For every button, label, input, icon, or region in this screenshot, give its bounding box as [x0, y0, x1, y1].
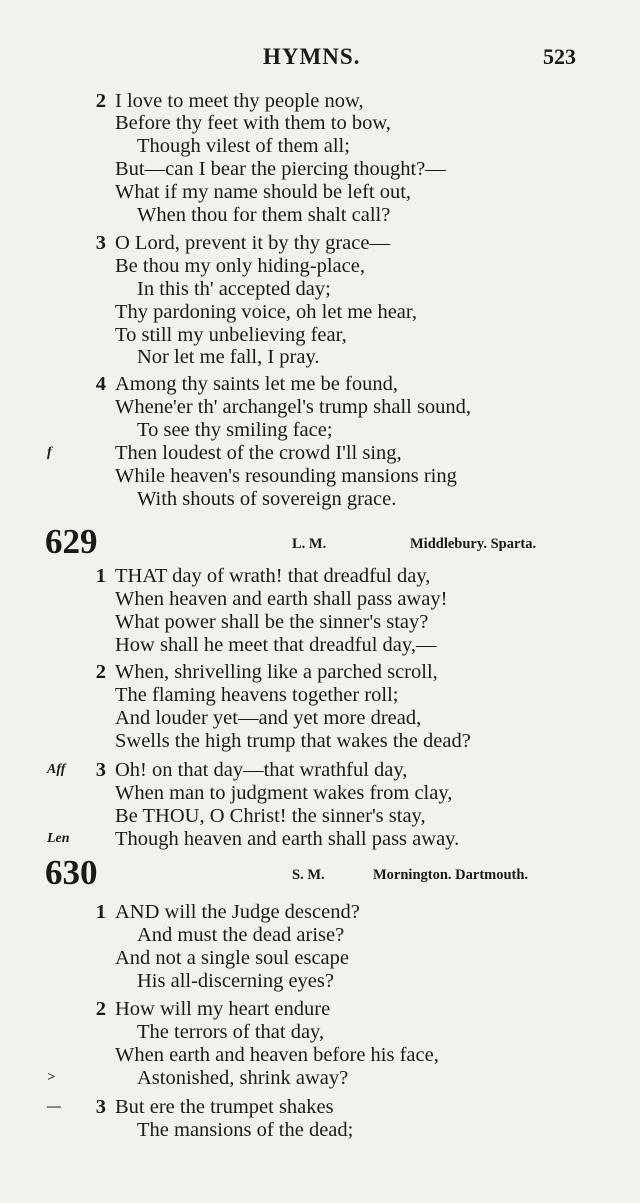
verse-text: But—can I bear the piercing thought?— [115, 158, 446, 180]
hymn-meter: L. M. [292, 536, 327, 552]
verse-line [0, 826, 640, 852]
hymn-tunes: Mornington. Dartmouth. [373, 867, 529, 883]
stanza-number: 3 [95, 232, 106, 254]
verse-text: But ere the trumpet shakes [115, 1096, 334, 1118]
stanza-number: 1 [95, 901, 106, 923]
hymn-meter: S. M. [292, 867, 325, 883]
verse-text: Oh! on that day—that wrathful day, [115, 759, 408, 781]
verse-text: The mansions of the dead; [137, 1119, 354, 1141]
running-title: HYMNS. [263, 44, 361, 69]
stanza-number: 4 [95, 373, 106, 395]
stanza-number: 3 [95, 1096, 106, 1118]
verse-text: Whene'er th' archangel's trump shall sound, [115, 396, 472, 418]
verse-text: When earth and heaven before his face, [115, 1044, 439, 1066]
verse-text: His all-discerning eyes? [137, 970, 334, 992]
hymn-630-heading [0, 853, 640, 893]
dynamics-mark: Aff [47, 762, 66, 777]
verse-text: When heaven and earth shall pass away! [115, 588, 448, 610]
verse-text: THAT day of wrath! that dreadful day, [115, 565, 431, 587]
verse-text: Nor let me fall, I pray. [137, 346, 320, 368]
verse-text: How shall he meet that dreadful day,— [115, 634, 437, 656]
verse-text: While heaven's resounding mansions ring [115, 465, 457, 487]
verse-text: Thy pardoning voice, oh let me hear, [115, 301, 418, 323]
verse-text: And must the dead arise? [137, 924, 345, 946]
verse-text: Among thy saints let me be found, [115, 373, 398, 395]
verse-text: The terrors of that day, [137, 1021, 325, 1043]
verse-line [0, 728, 640, 754]
hymn-number: 629 [45, 522, 98, 561]
verse-text: Though vilest of them all; [137, 135, 350, 157]
page-header [0, 44, 640, 74]
verse-text: The flaming heavens together roll; [115, 684, 399, 706]
verse-text: When, shrivelling like a parched scroll, [115, 661, 438, 683]
verse-line [0, 968, 640, 994]
hymn-629-heading [0, 522, 640, 562]
dynamics-mark: Len [47, 831, 70, 846]
verse-text: Be THOU, O Christ! the sinner's stay, [115, 805, 426, 827]
verse-text: When thou for them shalt call? [137, 204, 391, 226]
stanza-number: 2 [95, 998, 106, 1020]
dynamics-mark: > [47, 1070, 55, 1085]
verse-text: Then loudest of the crowd I'll sing, [115, 442, 402, 464]
verse-text: When man to judgment wakes from clay, [115, 782, 453, 804]
verse-text: What if my name should be left out, [115, 181, 412, 203]
page-number: 523 [543, 44, 576, 69]
verse-text: Astonished, shrink away? [137, 1067, 349, 1089]
verse-text: Before thy feet with them to bow, [115, 112, 391, 134]
dynamics-mark: f [47, 445, 52, 460]
verse-line [0, 486, 640, 512]
dynamics-mark: — [47, 1099, 61, 1114]
verse-text: Though heaven and earth shall pass away. [115, 828, 460, 850]
verse-text: AND will the Judge descend? [115, 901, 360, 923]
verse-line [0, 202, 640, 228]
verse-text: To still my unbelieving fear, [115, 324, 347, 346]
verse-text: Swells the high trump that wakes the dead? [115, 730, 471, 752]
hymn-tunes: Middlebury. Sparta. [410, 536, 537, 552]
stanza-number: 3 [95, 759, 106, 781]
verse-text: How will my heart endure [115, 998, 331, 1020]
verse-line [0, 1117, 640, 1143]
verse-text: And louder yet—and yet more dread, [115, 707, 422, 729]
verse-line [0, 344, 640, 370]
verse-text: What power shall be the sinner's stay? [115, 611, 429, 633]
verse-text: And not a single soul escape [115, 947, 349, 969]
verse-text: Be thou my only hiding-place, [115, 255, 365, 277]
verse-line [0, 1065, 640, 1091]
verse-text: To see thy smiling face; [137, 419, 333, 441]
stanza-number: 2 [95, 661, 106, 683]
verse-text: I love to meet thy people now, [115, 90, 364, 112]
verse-text: O Lord, prevent it by thy grace— [115, 232, 390, 254]
stanza-number: 1 [95, 565, 106, 587]
stanza-number: 2 [95, 90, 106, 112]
verse-text: In this th' accepted day; [137, 278, 331, 300]
verse-line [0, 632, 640, 658]
verse-text: With shouts of sovereign grace. [137, 488, 397, 510]
hymn-number: 630 [45, 853, 98, 892]
